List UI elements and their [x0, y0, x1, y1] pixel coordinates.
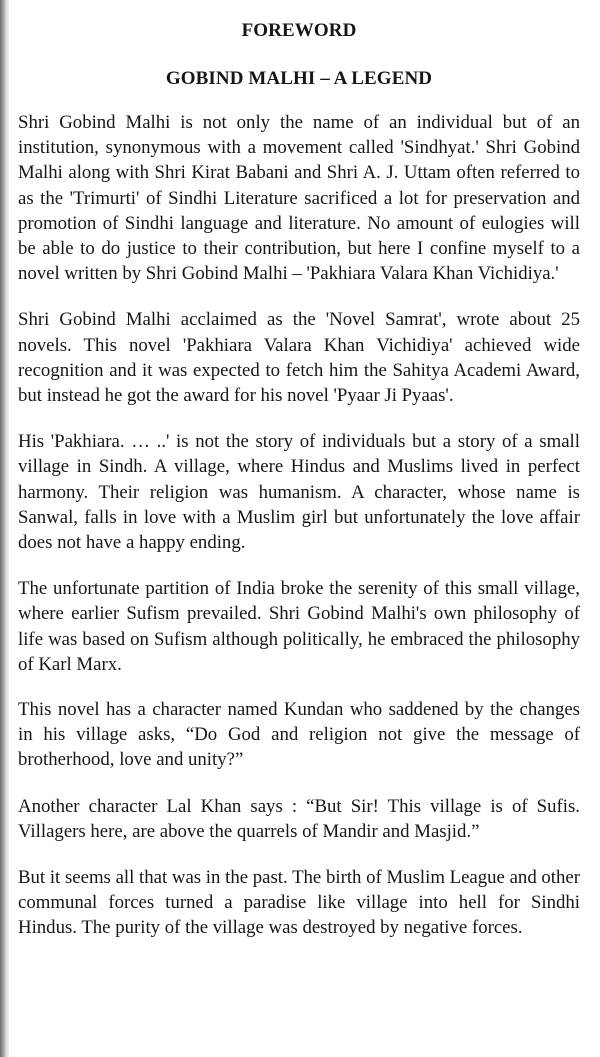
foreword-heading: FOREWORD: [241, 20, 357, 41]
paragraph-6: Another character Lal Khan says : “But Sir! This village is of Sufis. Villagers here, are above the quarrels of Mandir and Masjid.”: [18, 795, 580, 842]
paragraph-1: Shri Gobind Malhi is not only the name of an individual but of an institution, synonymous with a movement called 'Sindhyat.' Shri Gobind Malhi along with Shri Kirat Babani and Shri A. J. Uttam often referred to as the 'Trimurti' of Sindhi Literature sacrificed a lot for preservation and promotion of Sindhi language and literature. No amount of eulogies will be able to do justice to their contribution, but here I confine myself to a novel written by Shri Gobind Malhi – 'Pakhiara Valara Khan Vichidiya.': [18, 112, 580, 285]
paragraph-5: This novel has a character named Kundan who saddened by the changes in his village asks, “Do God and religion not give the message of brotherhood, love and unity?”: [18, 699, 580, 771]
paragraph-2: Shri Gobind Malhi acclaimed as the 'Novel Samrat', wrote about 25 novels. This novel 'Pakhiara Valara Khan Vichidiya' achieved wide recognition and it was expected to fetch him the Sahitya Academi Award, but instead he got the award for his novel 'Pyaar Ji Pyaas'.: [18, 309, 580, 407]
chapter-subtitle: GOBIND MALHI – A LEGEND: [165, 68, 433, 89]
page-binding-shadow: [0, 0, 9, 1057]
paragraph-7: But it seems all that was in the past. The birth of Muslim League and other communal forces turned a paradise like village into hell for Sindhi Hindus. The purity of the village was destroyed by negative forces.: [18, 867, 580, 939]
document-page: [18, 20, 580, 962]
paragraph-4: The unfortunate partition of India broke the serenity of this small village, where earlier Sufism prevailed. Shri Gobind Malhi's own philosophy of life was based on Sufism although politically, he embraced the philosophy of Karl Marx.: [18, 578, 580, 675]
paragraph-3: His 'Pakhiara. … ..' is not the story of individuals but a story of a small village in Sindh. A village, where Hindus and Muslims lived in perfect harmony. Their religion was humanism. A character, whose name is Sanwal, falls in love with a Muslim girl but unfortunately the love affair does not have a happy ending.: [18, 431, 580, 554]
